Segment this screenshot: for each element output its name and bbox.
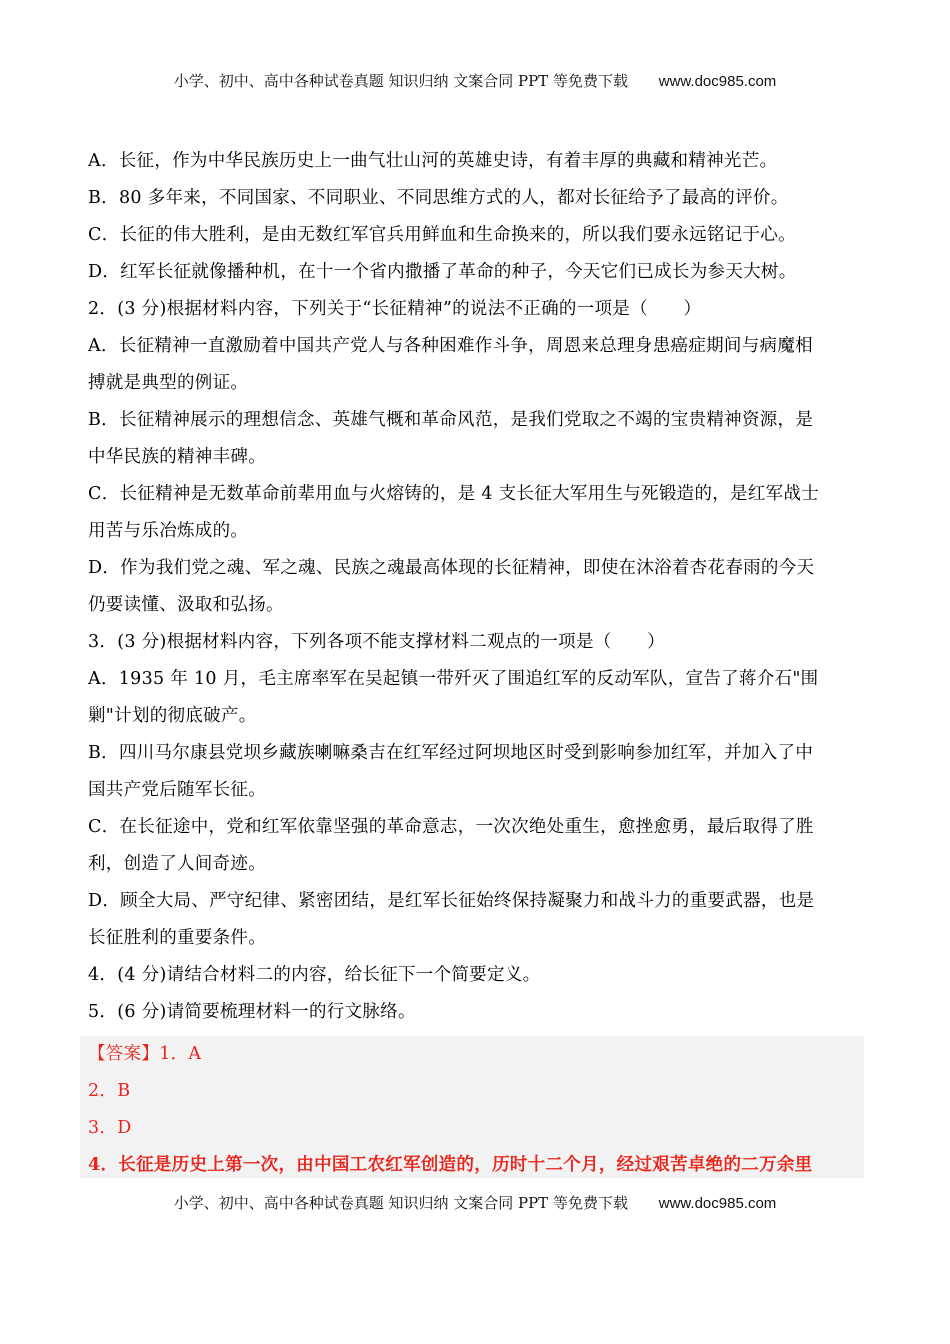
footer-text: 小学、初中、高中各种试卷真题 知识归纳 文案合同 PPT 等免费下载 <box>173 1194 628 1212</box>
option-line: 剿"计划的彻底破产。 <box>88 706 257 726</box>
option-line: B．四川马尔康县党坝乡藏族喇嘛桑吉在红军经过阿坝地区时受到影响参加红军，并加入了中 <box>88 743 814 763</box>
option-line: B．长征精神展示的理想信念、英雄气概和革命风范，是我们党取之不竭的宝贵精神资源，是 <box>88 410 814 430</box>
page-footer <box>0 1192 950 1213</box>
option-line: C．在长征途中，党和红军依靠坚强的革命意志，一次次绝处重生，愈挫愈勇，最后取得了胜 <box>88 817 814 837</box>
option-line: D．红军长征就像播种机，在十一个省内撒播了革命的种子，今天它们已成长为参天大树。 <box>88 262 797 282</box>
question-line: 4．(4 分)请结合材料二的内容，给长征下一个简要定义。 <box>88 965 541 985</box>
header-text: 小学、初中、高中各种试卷真题 知识归纳 文案合同 PPT 等免费下载 <box>173 72 628 90</box>
answer-line: 4．长征是历史上第一次，由中国工农红军创造的，历时十二个月，经过艰苦卓绝的二万余里 <box>88 1155 813 1175</box>
question-line: 3．(3 分)根据材料内容，下列各项不能支撑材料二观点的一项是（ ） <box>88 632 665 652</box>
question-line: 2．(3 分)根据材料内容，下列关于“长征精神”的说法不正确的一项是（ ） <box>88 299 702 319</box>
option-line: 仍要读懂、汲取和弘扬。 <box>88 595 284 615</box>
option-line: B．80 多年来，不同国家、不同职业、不同思维方式的人，都对长征给予了最高的评价。 <box>88 188 789 208</box>
page-header <box>0 70 950 91</box>
option-line: 中华民族的精神丰碑。 <box>88 447 266 467</box>
header-url[interactable]: www.doc985.com <box>658 73 777 90</box>
question-line: 5．(6 分)请简要梳理材料一的行文脉络。 <box>88 1002 416 1022</box>
answer-line: 2．B <box>88 1081 131 1101</box>
option-line: 国共产党后随军长征。 <box>88 780 266 800</box>
answer-line: 【答案】1．A <box>88 1044 202 1064</box>
option-line: 利，创造了人间奇迹。 <box>88 854 266 874</box>
option-line: D．顾全大局、严守纪律、紧密团结，是红军长征始终保持凝聚力和战斗力的重要武器，也是 <box>88 891 815 911</box>
option-line: D．作为我们党之魂、军之魂、民族之魂最高体现的长征精神，即使在沐浴着杏花春雨的今天 <box>88 558 815 578</box>
option-line: 用苦与乐冶炼成的。 <box>88 521 249 541</box>
option-line: C．长征精神是无数革命前辈用血与火熔铸的，是 4 支长征大军用生与死锻造的，是红军战士 <box>88 484 820 504</box>
option-line: C．长征的伟大胜利，是由无数红军官兵用鲜血和生命换来的，所以我们要永远铭记于心。 <box>88 225 796 245</box>
question-content <box>88 143 864 1031</box>
option-line: A．长征，作为中华民族历史上一曲气壮山河的英雄史诗，有着丰厚的典藏和精神光芒。 <box>88 151 778 171</box>
option-line: 长征胜利的重要条件。 <box>88 928 266 948</box>
answer-line: 3．D <box>88 1118 132 1138</box>
option-line: A．长征精神一直激励着中国共产党人与各种困难作斗争，周恩来总理身患癌症期间与病魔相 <box>88 336 813 356</box>
option-line: A．1935 年 10 月，毛主席率军在吴起镇一带歼灭了围追红军的反动军队，宣告了蒋介石"围 <box>88 669 819 689</box>
answer-section <box>88 1036 864 1184</box>
option-line: 搏就是典型的例证。 <box>88 373 249 393</box>
footer-url[interactable]: www.doc985.com <box>658 1195 777 1212</box>
